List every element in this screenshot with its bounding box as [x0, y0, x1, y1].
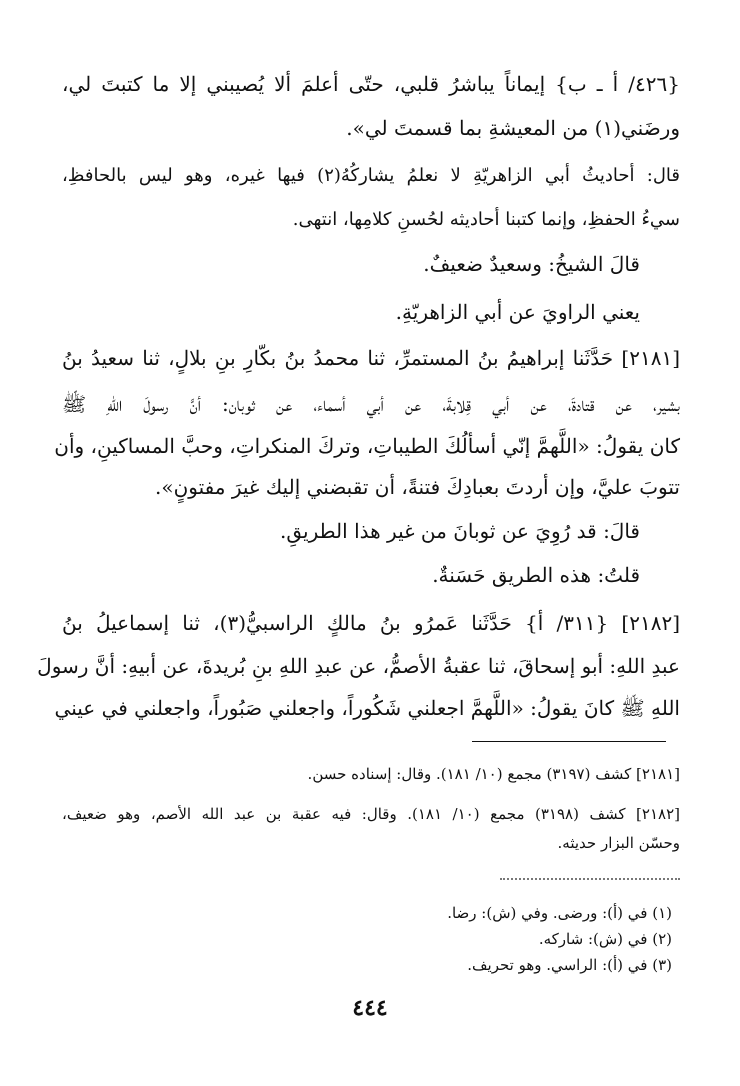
text-line: اللهِ ﷺ كانَ يقولُ: «اللَّهمَّ اجعلني شَكُوراً، واجعلني صَبُوراً، واجعلني في عيني [54, 696, 680, 720]
dotted-separator [500, 878, 680, 880]
hadith-heading-2182: [٢١٨٢] {٣١١/ أ} حَدَّثَنا عَمرُو بنُ مالكٍ الراسبيُّ(٣)، ثنا إسماعيلُ بنُ [62, 611, 680, 635]
variant-note: (٣) في (أ): الراسي. وهو تحريف. [467, 956, 672, 974]
takhrij-note: [٢١٨١] كشف (٣١٩٧) مجمع (١٠/ ١٨١). وقال: إسناده حسن. [307, 765, 680, 783]
text-line: سيءُ الحفظِ، وإنما كتبنا أحاديثه لحُسنِ كلامِها، انتهى. [292, 209, 680, 230]
takhrij-note: [٢١٨٢] كشف (٣١٩٨) مجمع (١٠/ ١٨١). وقال: فيه عقبة بن عبد الله الأصم، وهو ضعيف، [62, 805, 680, 823]
hadith-heading-2181: [٢١٨١] حَدَّثَنا إبراهيمُ بنُ المستمرِّ، ثنا محمدُ بنُ بكّارِ بنِ بلالٍ، ثنا سعيدُ بنُ [62, 346, 680, 370]
text-line: عبدِ اللهِ: أبو إسحاقَ، ثنا عقبةُ الأصمُّ، عن عبدِ اللهِ بنِ بُريدةَ، عن أبيهِ: أنَّ رسولَ [37, 654, 680, 678]
text-line: قالَ الشيخُ: وسعيدٌ ضعيفٌ. [423, 252, 640, 276]
text-line: قالَ: قد رُوِيَ عن ثوبانَ من غير هذا الطريقِ. [280, 519, 640, 543]
text-line: يعني الراويَ عن أبي الزاهريّةِ. [395, 300, 640, 324]
takhrij-note: وحسّن البزار حديثه. [557, 834, 680, 852]
text-line: كان يقولُ: «اللَّهمَّ إنّي أسألُكَ الطيباتِ، وتركَ المنكراتِ، وحبَّ المساكينِ، وأن [54, 434, 680, 458]
variant-note: (٢) في (ش): شاركه. [538, 930, 672, 948]
text-line: ورضَني(١) من المعيشةِ بما قسمتَ لي». [346, 116, 680, 140]
text-line: {٤٢٦/ أ ـ ب} إيماناً يباشرُ قلبي، حتّى أعلمَ ألا يُصيبني إلا ما كتبتَ لي، [62, 72, 680, 96]
page-number: ٤٤٤ [352, 995, 388, 1021]
text-line: قال: أحاديثُ أبي الزاهريّةِ لا نعلمُ يشاركُهُ(٢) فيها غيره، وهو ليس بالحافظِ، [62, 165, 680, 186]
footnote-separator [472, 741, 666, 742]
variant-note: (١) في (أ): ورضى. وفي (ش): رضا. [447, 904, 672, 922]
text-line: قلتُ: هذه الطريق حَسَنةٌ. [432, 563, 640, 587]
text-line: بشير، عن قتادةَ، عن أبي قِلابةَ، عن أبي أسماء، عن ثوبان: أنَّ رسولَ اللهِ ﷺ [62, 392, 680, 416]
text-line: تتوبَ عليَّ، وإن أردتَ بعبادِكَ فتنةً، أن تقبضني إليك غيرَ مفتونٍ». [155, 475, 680, 499]
